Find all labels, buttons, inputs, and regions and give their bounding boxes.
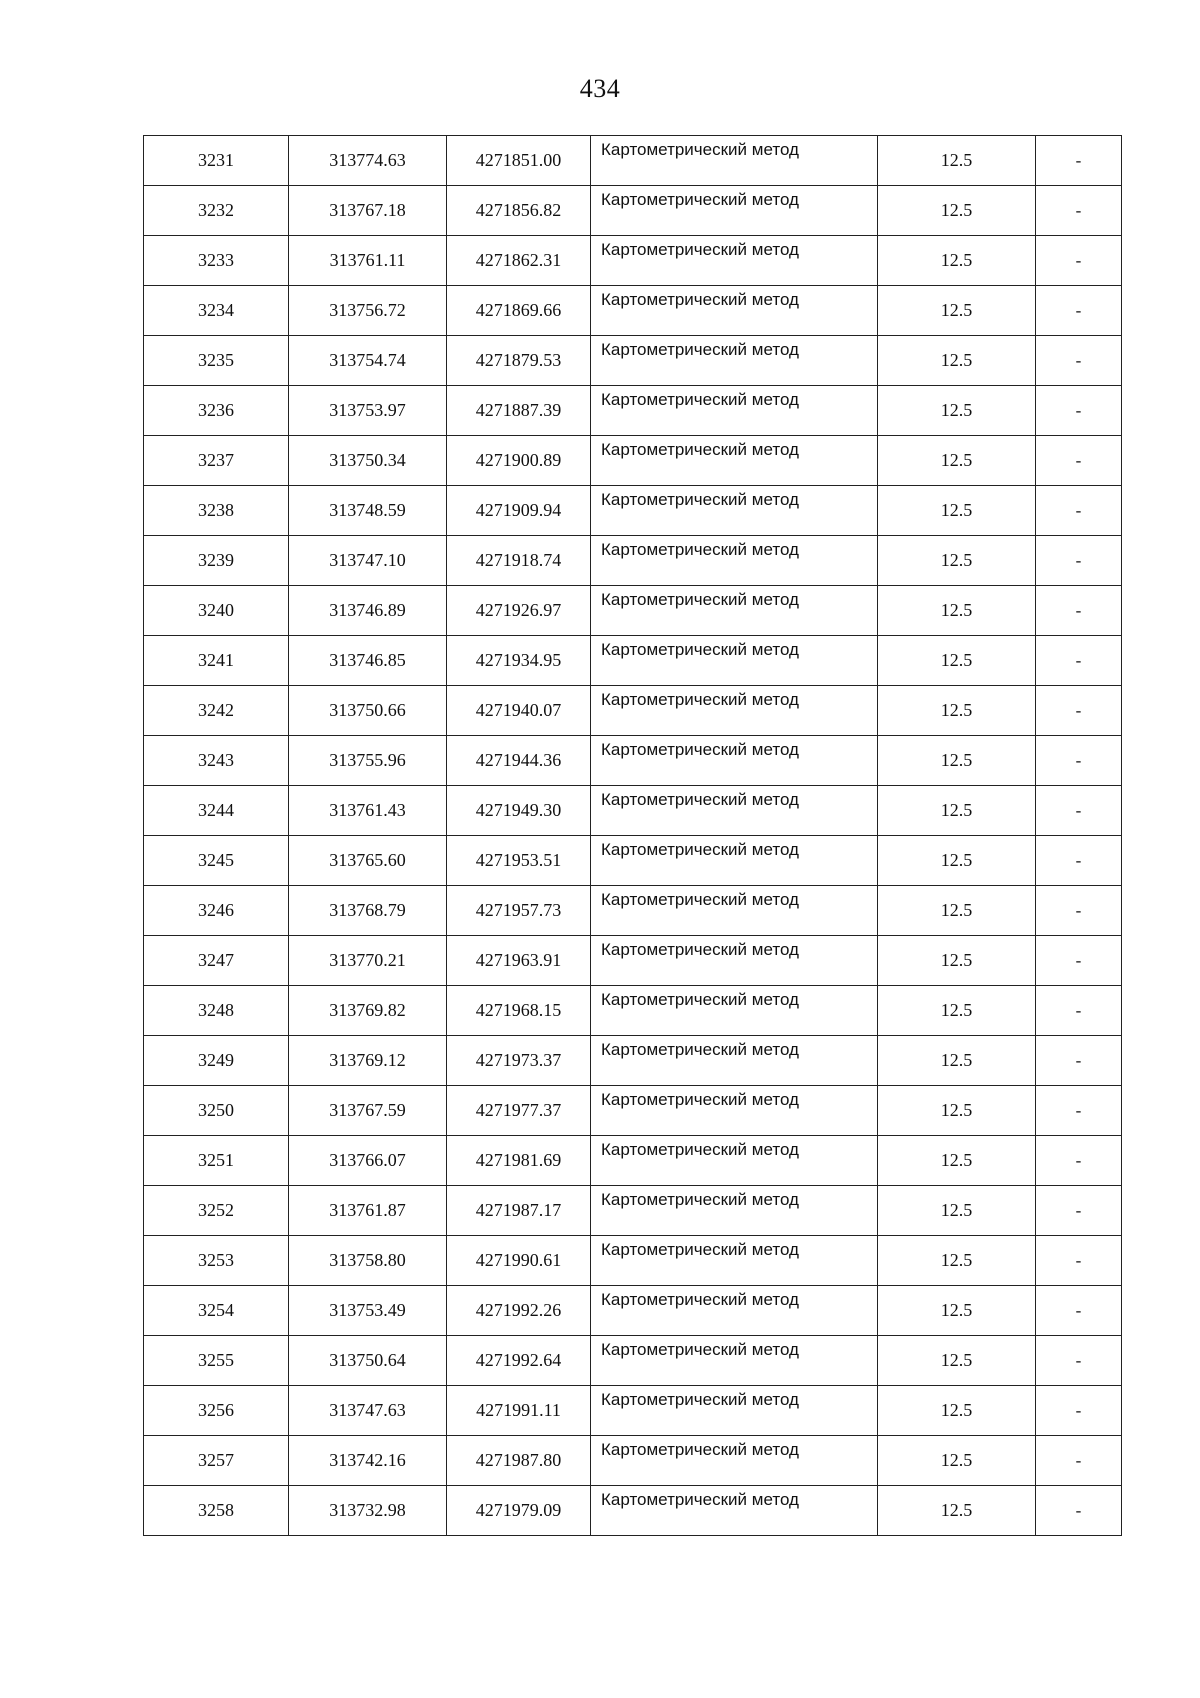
table-row xyxy=(144,536,1122,586)
point-number-cell: 3238 xyxy=(144,486,289,536)
note-cell: - xyxy=(1036,336,1122,386)
coordinates-table-body xyxy=(144,136,1122,1536)
method-cell: Картометрический метод xyxy=(591,1136,878,1186)
x-coordinate-cell: 313758.80 xyxy=(289,1236,447,1286)
point-number-cell: 3249 xyxy=(144,1036,289,1086)
point-number-cell: 3254 xyxy=(144,1286,289,1336)
method-cell: Картометрический метод xyxy=(591,1186,878,1236)
method-cell: Картометрический метод xyxy=(591,936,878,986)
y-coordinate-cell: 4271856.82 xyxy=(447,186,591,236)
method-cell: Картометрический метод xyxy=(591,886,878,936)
x-coordinate-cell: 313766.07 xyxy=(289,1136,447,1186)
accuracy-cell: 12.5 xyxy=(878,986,1036,1036)
method-cell: Картометрический метод xyxy=(591,1036,878,1086)
note-cell: - xyxy=(1036,736,1122,786)
point-number-cell: 3239 xyxy=(144,536,289,586)
y-coordinate-cell: 4271973.37 xyxy=(447,1036,591,1086)
x-coordinate-cell: 313753.49 xyxy=(289,1286,447,1336)
y-coordinate-cell: 4271953.51 xyxy=(447,836,591,886)
note-cell: - xyxy=(1036,1236,1122,1286)
note-cell: - xyxy=(1036,786,1122,836)
note-cell: - xyxy=(1036,936,1122,986)
table-row xyxy=(144,686,1122,736)
note-cell: - xyxy=(1036,436,1122,486)
note-cell: - xyxy=(1036,1436,1122,1486)
accuracy-cell: 12.5 xyxy=(878,186,1036,236)
method-cell: Картометрический метод xyxy=(591,1286,878,1336)
method-cell: Картометрический метод xyxy=(591,636,878,686)
accuracy-cell: 12.5 xyxy=(878,586,1036,636)
method-cell: Картометрический метод xyxy=(591,986,878,1036)
method-cell: Картометрический метод xyxy=(591,486,878,536)
point-number-cell: 3257 xyxy=(144,1436,289,1486)
accuracy-cell: 12.5 xyxy=(878,486,1036,536)
method-cell: Картометрический метод xyxy=(591,586,878,636)
point-number-cell: 3252 xyxy=(144,1186,289,1236)
note-cell: - xyxy=(1036,1286,1122,1336)
point-number-cell: 3237 xyxy=(144,436,289,486)
coordinates-table xyxy=(143,135,1122,1536)
table-row xyxy=(144,1336,1122,1386)
x-coordinate-cell: 313774.63 xyxy=(289,136,447,186)
table-row xyxy=(144,1436,1122,1486)
x-coordinate-cell: 313756.72 xyxy=(289,286,447,336)
note-cell: - xyxy=(1036,1086,1122,1136)
y-coordinate-cell: 4271926.97 xyxy=(447,586,591,636)
x-coordinate-cell: 313750.66 xyxy=(289,686,447,736)
accuracy-cell: 12.5 xyxy=(878,636,1036,686)
point-number-cell: 3247 xyxy=(144,936,289,986)
x-coordinate-cell: 313761.87 xyxy=(289,1186,447,1236)
y-coordinate-cell: 4271963.91 xyxy=(447,936,591,986)
x-coordinate-cell: 313754.74 xyxy=(289,336,447,386)
method-cell: Картометрический метод xyxy=(591,736,878,786)
x-coordinate-cell: 313742.16 xyxy=(289,1436,447,1486)
table-row xyxy=(144,736,1122,786)
x-coordinate-cell: 313755.96 xyxy=(289,736,447,786)
y-coordinate-cell: 4271918.74 xyxy=(447,536,591,586)
point-number-cell: 3241 xyxy=(144,636,289,686)
y-coordinate-cell: 4271879.53 xyxy=(447,336,591,386)
accuracy-cell: 12.5 xyxy=(878,1386,1036,1436)
table-row xyxy=(144,636,1122,686)
point-number-cell: 3255 xyxy=(144,1336,289,1386)
note-cell: - xyxy=(1036,136,1122,186)
point-number-cell: 3250 xyxy=(144,1086,289,1136)
point-number-cell: 3246 xyxy=(144,886,289,936)
y-coordinate-cell: 4271900.89 xyxy=(447,436,591,486)
table-row xyxy=(144,286,1122,336)
accuracy-cell: 12.5 xyxy=(878,1186,1036,1236)
accuracy-cell: 12.5 xyxy=(878,236,1036,286)
table-row xyxy=(144,836,1122,886)
point-number-cell: 3232 xyxy=(144,186,289,236)
method-cell: Картометрический метод xyxy=(591,1436,878,1486)
x-coordinate-cell: 313750.64 xyxy=(289,1336,447,1386)
table-row xyxy=(144,936,1122,986)
point-number-cell: 3240 xyxy=(144,586,289,636)
note-cell: - xyxy=(1036,486,1122,536)
x-coordinate-cell: 313761.43 xyxy=(289,786,447,836)
x-coordinate-cell: 313746.89 xyxy=(289,586,447,636)
method-cell: Картометрический метод xyxy=(591,536,878,586)
note-cell: - xyxy=(1036,686,1122,736)
note-cell: - xyxy=(1036,1386,1122,1436)
x-coordinate-cell: 313750.34 xyxy=(289,436,447,486)
table-row xyxy=(144,1186,1122,1236)
y-coordinate-cell: 4271979.09 xyxy=(447,1486,591,1536)
note-cell: - xyxy=(1036,1336,1122,1386)
accuracy-cell: 12.5 xyxy=(878,1236,1036,1286)
table-row xyxy=(144,986,1122,1036)
y-coordinate-cell: 4271862.31 xyxy=(447,236,591,286)
accuracy-cell: 12.5 xyxy=(878,1486,1036,1536)
y-coordinate-cell: 4271869.66 xyxy=(447,286,591,336)
x-coordinate-cell: 313753.97 xyxy=(289,386,447,436)
accuracy-cell: 12.5 xyxy=(878,936,1036,986)
x-coordinate-cell: 313768.79 xyxy=(289,886,447,936)
point-number-cell: 3233 xyxy=(144,236,289,286)
x-coordinate-cell: 313767.59 xyxy=(289,1086,447,1136)
y-coordinate-cell: 4271887.39 xyxy=(447,386,591,436)
note-cell: - xyxy=(1036,836,1122,886)
point-number-cell: 3234 xyxy=(144,286,289,336)
accuracy-cell: 12.5 xyxy=(878,1436,1036,1486)
y-coordinate-cell: 4271909.94 xyxy=(447,486,591,536)
note-cell: - xyxy=(1036,1186,1122,1236)
table-row xyxy=(144,236,1122,286)
table-row xyxy=(144,186,1122,236)
y-coordinate-cell: 4271944.36 xyxy=(447,736,591,786)
accuracy-cell: 12.5 xyxy=(878,736,1036,786)
x-coordinate-cell: 313770.21 xyxy=(289,936,447,986)
point-number-cell: 3244 xyxy=(144,786,289,836)
table-row xyxy=(144,486,1122,536)
note-cell: - xyxy=(1036,536,1122,586)
y-coordinate-cell: 4271968.15 xyxy=(447,986,591,1036)
method-cell: Картометрический метод xyxy=(591,336,878,386)
table-row xyxy=(144,786,1122,836)
accuracy-cell: 12.5 xyxy=(878,1336,1036,1386)
point-number-cell: 3258 xyxy=(144,1486,289,1536)
method-cell: Картометрический метод xyxy=(591,386,878,436)
table-row xyxy=(144,886,1122,936)
note-cell: - xyxy=(1036,1486,1122,1536)
method-cell: Картометрический метод xyxy=(591,1086,878,1136)
accuracy-cell: 12.5 xyxy=(878,786,1036,836)
x-coordinate-cell: 313747.63 xyxy=(289,1386,447,1436)
note-cell: - xyxy=(1036,986,1122,1036)
y-coordinate-cell: 4271981.69 xyxy=(447,1136,591,1186)
note-cell: - xyxy=(1036,286,1122,336)
table-row xyxy=(144,1486,1122,1536)
note-cell: - xyxy=(1036,1136,1122,1186)
accuracy-cell: 12.5 xyxy=(878,136,1036,186)
x-coordinate-cell: 313769.82 xyxy=(289,986,447,1036)
method-cell: Картометрический метод xyxy=(591,1486,878,1536)
point-number-cell: 3236 xyxy=(144,386,289,436)
method-cell: Картометрический метод xyxy=(591,686,878,736)
y-coordinate-cell: 4271992.64 xyxy=(447,1336,591,1386)
table-row xyxy=(144,1136,1122,1186)
point-number-cell: 3235 xyxy=(144,336,289,386)
method-cell: Картометрический метод xyxy=(591,186,878,236)
x-coordinate-cell: 313746.85 xyxy=(289,636,447,686)
accuracy-cell: 12.5 xyxy=(878,286,1036,336)
accuracy-cell: 12.5 xyxy=(878,836,1036,886)
y-coordinate-cell: 4271851.00 xyxy=(447,136,591,186)
table-row xyxy=(144,1086,1122,1136)
y-coordinate-cell: 4271987.80 xyxy=(447,1436,591,1486)
point-number-cell: 3256 xyxy=(144,1386,289,1436)
y-coordinate-cell: 4271977.37 xyxy=(447,1086,591,1136)
x-coordinate-cell: 313748.59 xyxy=(289,486,447,536)
table-row xyxy=(144,1386,1122,1436)
note-cell: - xyxy=(1036,886,1122,936)
table-row xyxy=(144,436,1122,486)
page-number: 434 xyxy=(579,74,621,103)
method-cell: Картометрический метод xyxy=(591,836,878,886)
note-cell: - xyxy=(1036,186,1122,236)
y-coordinate-cell: 4271991.11 xyxy=(447,1386,591,1436)
x-coordinate-cell: 313765.60 xyxy=(289,836,447,886)
table-row xyxy=(144,1036,1122,1086)
point-number-cell: 3251 xyxy=(144,1136,289,1186)
table-row xyxy=(144,1236,1122,1286)
table-row xyxy=(144,136,1122,186)
table-row xyxy=(144,336,1122,386)
accuracy-cell: 12.5 xyxy=(878,686,1036,736)
y-coordinate-cell: 4271957.73 xyxy=(447,886,591,936)
x-coordinate-cell: 313747.10 xyxy=(289,536,447,586)
table-row xyxy=(144,586,1122,636)
note-cell: - xyxy=(1036,586,1122,636)
note-cell: - xyxy=(1036,386,1122,436)
point-number-cell: 3242 xyxy=(144,686,289,736)
accuracy-cell: 12.5 xyxy=(878,536,1036,586)
accuracy-cell: 12.5 xyxy=(878,1086,1036,1136)
method-cell: Картометрический метод xyxy=(591,136,878,186)
note-cell: - xyxy=(1036,236,1122,286)
note-cell: - xyxy=(1036,1036,1122,1086)
y-coordinate-cell: 4271992.26 xyxy=(447,1286,591,1336)
note-cell: - xyxy=(1036,636,1122,686)
point-number-cell: 3243 xyxy=(144,736,289,786)
x-coordinate-cell: 313767.18 xyxy=(289,186,447,236)
x-coordinate-cell: 313761.11 xyxy=(289,236,447,286)
method-cell: Картометрический метод xyxy=(591,1336,878,1386)
accuracy-cell: 12.5 xyxy=(878,336,1036,386)
point-number-cell: 3231 xyxy=(144,136,289,186)
point-number-cell: 3248 xyxy=(144,986,289,1036)
method-cell: Картометрический метод xyxy=(591,286,878,336)
x-coordinate-cell: 313769.12 xyxy=(289,1036,447,1086)
method-cell: Картометрический метод xyxy=(591,786,878,836)
table-row xyxy=(144,1286,1122,1336)
point-number-cell: 3253 xyxy=(144,1236,289,1286)
accuracy-cell: 12.5 xyxy=(878,436,1036,486)
method-cell: Картометрический метод xyxy=(591,236,878,286)
accuracy-cell: 12.5 xyxy=(878,1136,1036,1186)
x-coordinate-cell: 313732.98 xyxy=(289,1486,447,1536)
point-number-cell: 3245 xyxy=(144,836,289,886)
method-cell: Картометрический метод xyxy=(591,436,878,486)
accuracy-cell: 12.5 xyxy=(878,1286,1036,1336)
y-coordinate-cell: 4271934.95 xyxy=(447,636,591,686)
table-row xyxy=(144,386,1122,436)
accuracy-cell: 12.5 xyxy=(878,386,1036,436)
method-cell: Картометрический метод xyxy=(591,1236,878,1286)
method-cell: Картометрический метод xyxy=(591,1386,878,1436)
y-coordinate-cell: 4271940.07 xyxy=(447,686,591,736)
accuracy-cell: 12.5 xyxy=(878,1036,1036,1086)
y-coordinate-cell: 4271990.61 xyxy=(447,1236,591,1286)
y-coordinate-cell: 4271987.17 xyxy=(447,1186,591,1236)
y-coordinate-cell: 4271949.30 xyxy=(447,786,591,836)
accuracy-cell: 12.5 xyxy=(878,886,1036,936)
